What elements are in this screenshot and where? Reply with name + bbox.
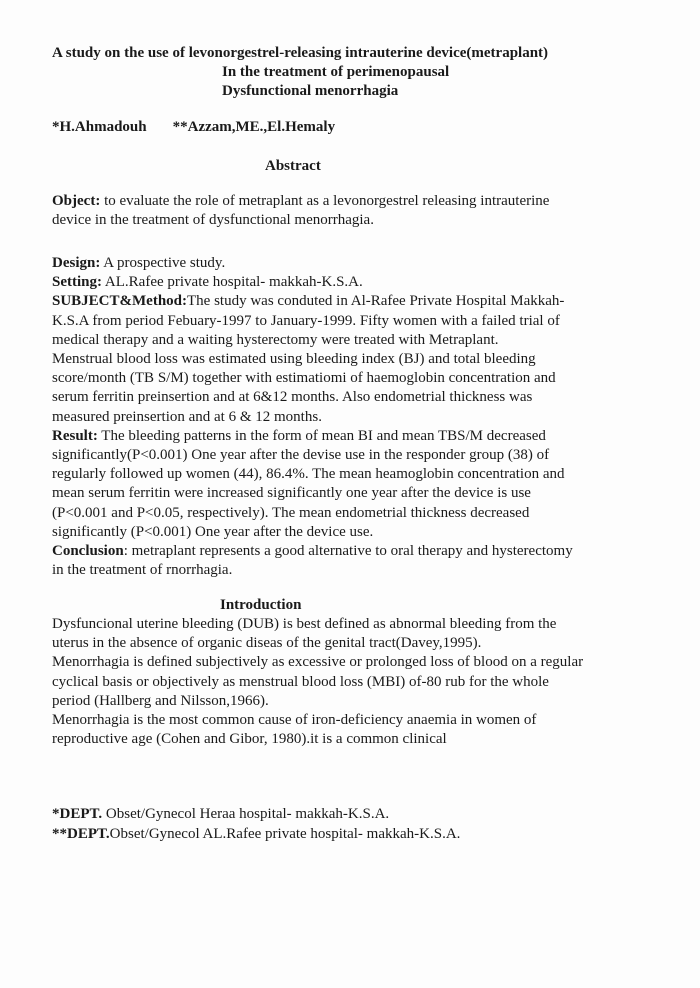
object-line: device in the treatment of dysfunctional menorrhagia. (52, 212, 374, 229)
conclusion-line (52, 542, 652, 561)
object-line: to evaluate the role of metraplant as a levonorgestrel releasing intrauterine (100, 193, 550, 209)
title-line-1: A study on the use of levonorgestrel-releasing intrauterine device(metraplant) (52, 45, 549, 61)
footnote-1 (52, 805, 460, 825)
method-line: serum ferritin preinsertion and at 6&12 months. Also endometrial thickness was (52, 389, 533, 406)
footnote-1-text: Obset/Gynecol Heraa hospital- makkah-K.S.A. (102, 806, 390, 822)
introduction-heading: Introduction (220, 597, 302, 613)
result-line: significantly(P<0.001) One year after the devise use in the responder group (38) of (52, 447, 550, 464)
footnotes (52, 805, 460, 844)
intro-line: reproductive age (Cohen and Gibor, 1980).it is a common clinical (52, 731, 447, 748)
result-text: The bleeding patterns in the form of mean BI and mean TBS/M decreased (97, 427, 546, 444)
paper-title (52, 44, 652, 101)
intro-line: Menorrhagia is defined subjectively as excessive or prolonged loss of blood on a regular (52, 654, 584, 671)
object-label: Object: (52, 193, 101, 209)
footnote-2 (52, 825, 460, 845)
abstract-object (52, 192, 652, 230)
setting-text: AL.Rafee private hospital- makkah-K.S.A. (102, 274, 363, 291)
intro-line: Menorrhagia is the most common cause of iron-deficiency anaemia in women of (52, 712, 537, 729)
conclusion-line: in the treatment of rnorrhagia. (52, 562, 233, 579)
setting-line (52, 273, 652, 292)
author-1: *H.Ahmadouh (52, 119, 147, 135)
result-label: Result: (52, 427, 98, 444)
result-line: significantly (P<0.001) One year after the device use. (52, 523, 374, 540)
setting-label: Setting: (52, 274, 102, 291)
intro-line: period (Hallberg and Nilsson,1966). (52, 692, 269, 709)
abstract-body (52, 254, 652, 580)
method-line: Menstrual blood loss was estimated using bleeding index (BJ) and total bleeding (52, 351, 536, 368)
conclusion-text: : metraplant represents a good alternative to oral therapy and hysterectomy (123, 543, 573, 560)
method-line (52, 292, 652, 311)
result-line: (P<0.001 and P<0.05, respectively). The mean endometrial thickness decreased (52, 504, 530, 521)
footnote-2-text: Obset/Gynecol AL.Rafee private hospital- makkah-K.S.A. (109, 825, 461, 842)
author-2: **Azzam,ME.,El.Hemaly (172, 119, 336, 135)
method-label: SUBJECT&Method: (52, 293, 188, 310)
method-line: K.S.A from period Febuary-1997 to January-1999. Fifty women with a failed trial of (52, 312, 560, 329)
result-line (52, 427, 652, 446)
design-label: Design: (52, 255, 101, 271)
intro-line: cyclical basis or objectively as menstrual blood loss (MBI) of-80 rub for the whole (52, 673, 549, 690)
introduction-body (52, 615, 652, 749)
design-text: A prospective study. (100, 255, 226, 271)
design-line (52, 254, 652, 273)
method-line: measured preinsertion and at 6 & 12 months. (52, 408, 322, 425)
method-line: medical therapy and a waiting hysterectomy were treated with Metraplant. (52, 331, 499, 348)
result-line: regularly followed up women (44), 86.4%. The mean heamoglobin concentration and (52, 466, 565, 483)
footnote-1-label: *DEPT. (52, 806, 103, 822)
title-line-3: Dysfunctional menorrhagia (222, 83, 399, 99)
conclusion-label: Conclusion (52, 543, 124, 560)
author-list (52, 119, 335, 136)
method-text: The study was conduted in Al-Rafee Private Hospital Makkah- (187, 293, 565, 310)
method-line: score/month (TB S/M) together with estimatiomi of haemoglobin concentration and (52, 370, 556, 387)
footnote-2-label: **DEPT. (52, 825, 110, 842)
intro-line: uterus in the absence of organic diseas of the genital tract(Davey,1995). (52, 635, 482, 652)
result-line: mean serum ferritin were increased significantly one year after the device is use (52, 485, 531, 502)
title-line-2: In the treatment of perimenopausal (222, 64, 450, 80)
intro-line: Dysfuncional uterine bleeding (DUB) is best defined as abnormal bleeding from the (52, 616, 557, 632)
abstract-heading: Abstract (265, 158, 321, 174)
